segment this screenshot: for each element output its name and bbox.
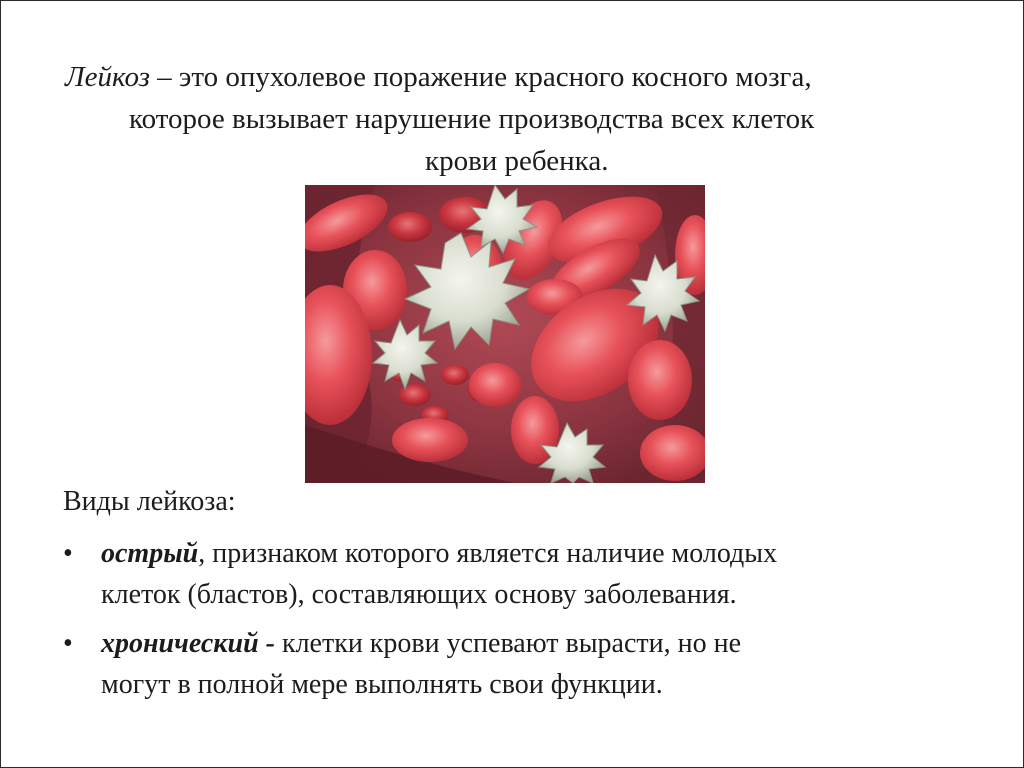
definition-text — [65, 56, 965, 182]
definition-line-1-rest: – это опухолевое поражение красного косного мозга, — [149, 61, 812, 93]
blood-cells-image — [305, 185, 705, 483]
definition-line-2: которое вызывает нарушение производства всех клеток — [129, 103, 815, 135]
list-item-chronic — [63, 623, 963, 705]
keyword-chronic: хронический - — [101, 628, 275, 659]
definition-line-1 — [65, 56, 965, 98]
acute-line-2: клеток (бластов), составляющих основу заболевания. — [101, 579, 737, 610]
acute-line-1-rest: , признаком которого является наличие молодых — [198, 538, 778, 569]
types-heading: Виды лейкоза: — [63, 486, 236, 517]
chronic-line-1-rest: клетки крови успевают вырасти, но не — [274, 628, 742, 659]
list-item-line-1 — [101, 533, 963, 574]
definition-line-3: крови ребенка. — [425, 145, 609, 177]
keyword-acute: острый — [101, 538, 199, 569]
definition-term: Лейкоз — [65, 61, 150, 93]
list-item-acute — [63, 533, 963, 615]
chronic-line-2: могут в полной мере выполнять свои функции. — [101, 669, 663, 700]
list-item-line-1 — [101, 623, 963, 664]
bullet-icon: • — [63, 628, 73, 659]
bullet-icon: • — [63, 538, 73, 569]
blood-cells-illustration — [305, 185, 705, 483]
types-list — [63, 533, 963, 705]
